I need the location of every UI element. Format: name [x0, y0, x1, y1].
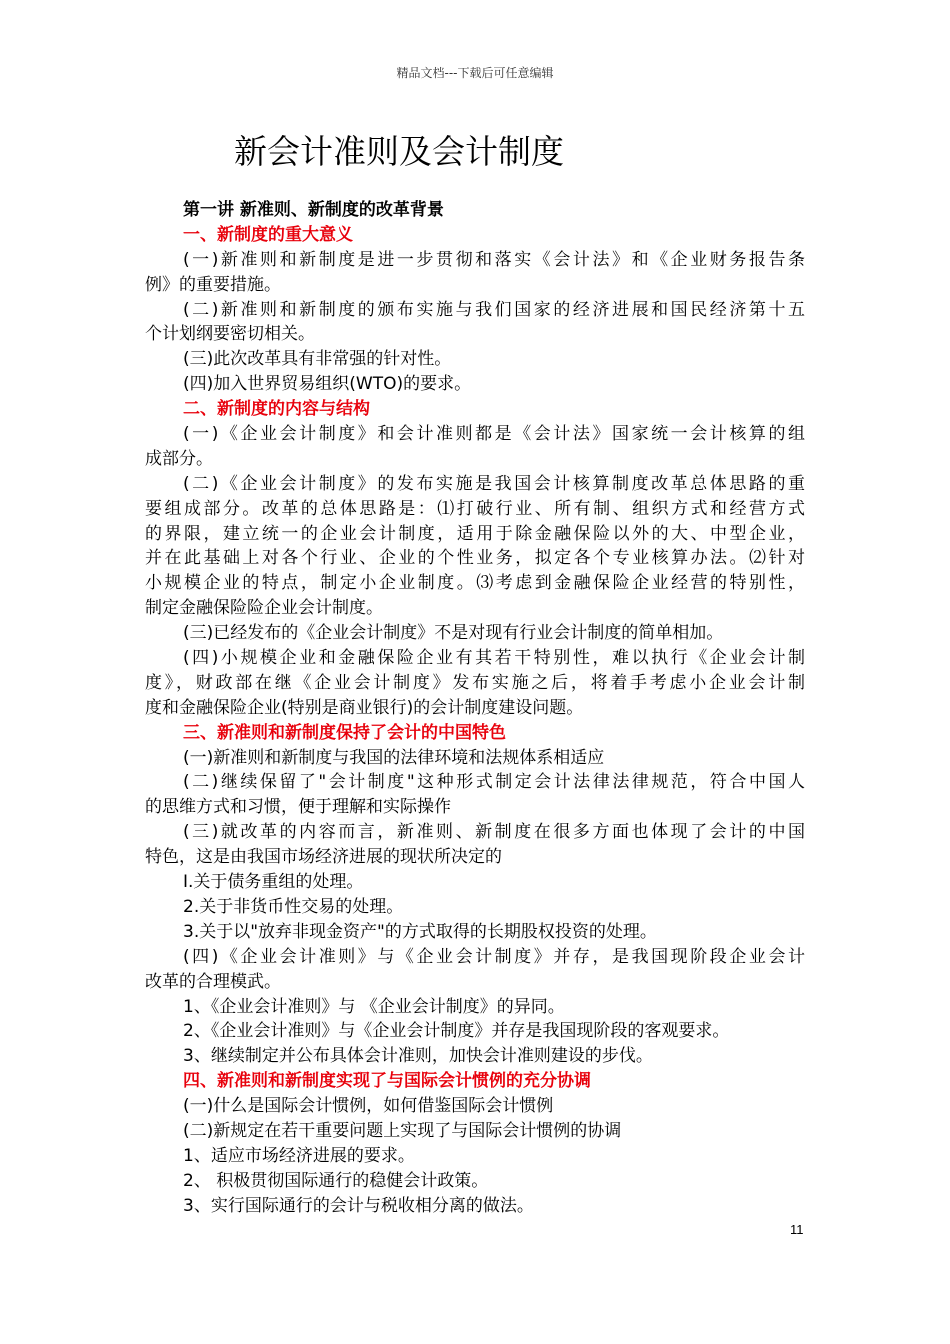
body-line: 特色，这是由我国市场经济进展的现状所决定的	[145, 847, 502, 868]
body-line: 例》的重要措施。	[145, 274, 281, 295]
section-heading: 三、新准则和新制度保持了会计的中国特色	[183, 722, 506, 743]
document-body	[145, 198, 805, 1219]
body-line: (二)继续保留了"会计制度"这种形式制定会计法律法律规范，符合中国人	[183, 772, 805, 793]
body-line: (三)就改革的内容而言，新准则、新制度在很多方面也体现了会计的中国	[183, 822, 805, 843]
body-line: 度和金融保险企业(特别是商业银行)的会计制度建设问题。	[145, 697, 584, 718]
page-number: 11	[790, 1222, 804, 1237]
body-line: (三)此次改革具有非常强的针对性。	[183, 349, 452, 370]
body-line: (四)小规模企业和金融保险企业有其若干特别性，难以执行《企业会计制	[183, 648, 805, 669]
body-line: 3.关于以"放弃非现金资产"的方式取得的长期股权投资的处理。	[183, 921, 657, 942]
body-line: 1、适应市场经济进展的要求。	[183, 1145, 415, 1166]
document-title: 新会计准则及会计制度	[234, 132, 564, 171]
body-line: 改革的合理模武。	[145, 971, 281, 992]
body-line: 要组成部分。改革的总体思路是：⑴打破行业、所有制、组织方式和经营方式	[145, 498, 805, 519]
body-line: (二)新准则和新制度的颁布实施与我们国家的经济进展和国民经济第十五	[183, 299, 805, 320]
body-line: 成部分。	[145, 448, 213, 469]
body-line: 并在此基础上对各个行业、企业的个性业务，拟定各个专业核算办法。⑵针对	[145, 548, 805, 569]
body-line: (四)加入世界贸易组织(WTO)的要求。	[183, 374, 472, 395]
section-heading: 四、新准则和新制度实现了与国际会计惯例的充分协调	[183, 1071, 591, 1092]
body-line: 制定金融保险险企业会计制度。	[145, 598, 383, 619]
body-line: (二)新规定在若干重要问题上实现了与国际会计惯例的协调	[183, 1120, 622, 1141]
body-line: 的界限，建立统一的企业会计制度，适用于除金融保险以外的大、中型企业，	[145, 523, 805, 544]
body-line: 2、 积极贯彻国际通行的稳健会计政策。	[183, 1170, 489, 1191]
section-heading: 二、新制度的内容与结构	[183, 399, 370, 420]
body-line: 小规模企业的特点，制定小企业制度。⑶考虑到金融保险企业经营的特别性，	[145, 573, 805, 594]
body-line: 2.关于非货币性交易的处理。	[183, 896, 404, 917]
section-heading: 一、新制度的重大意义	[183, 224, 353, 245]
body-line: 2、《企业会计准则》与《企业会计制度》并存是我国现阶段的客观要求。	[183, 1021, 730, 1042]
body-line: 3、继续制定并公布具体会计准则，加快会计准则建设的步伐。	[183, 1046, 653, 1067]
body-line: 的思维方式和习惯，便于理解和实际操作	[145, 797, 451, 818]
lecture-heading: 第一讲 新准则、新制度的改革背景	[183, 200, 444, 220]
body-line: (一)《企业会计制度》和会计准则都是《会计法》国家统一会计核算的组	[183, 424, 805, 445]
body-line: 3、实行国际通行的会计与税收相分离的做法。	[183, 1195, 534, 1216]
body-line: 1、《企业会计准则》与 《企业会计制度》的异同。	[183, 996, 565, 1017]
body-line: (一)新准则和新制度与我国的法律环境和法规体系相适应	[183, 747, 605, 768]
body-line: (四)《企业会计准则》与《企业会计制度》并存，是我国现阶段企业会计	[183, 946, 805, 967]
body-line: (三)已经发布的《企业会计制度》不是对现有行业会计制度的简单相加。	[183, 623, 724, 644]
header-note: 精品文档---下载后可任意编辑	[396, 66, 554, 80]
body-line: (一)新准则和新制度是进一步贯彻和落实《会计法》和《企业财务报告条	[183, 249, 805, 270]
body-line: (二)《企业会计制度》的发布实施是我国会计核算制度改革总体思路的重	[183, 473, 805, 494]
body-line: 个计划纲要密切相关。	[145, 324, 315, 345]
body-line: (一)什么是国际会计惯例，如何借鉴国际会计惯例	[183, 1096, 554, 1117]
body-line: 度》，财政部在继《企业会计制度》发布实施之后，将着手考虑小企业会计制	[145, 672, 805, 693]
body-line: Ⅰ.关于债务重组的处理。	[183, 872, 364, 893]
